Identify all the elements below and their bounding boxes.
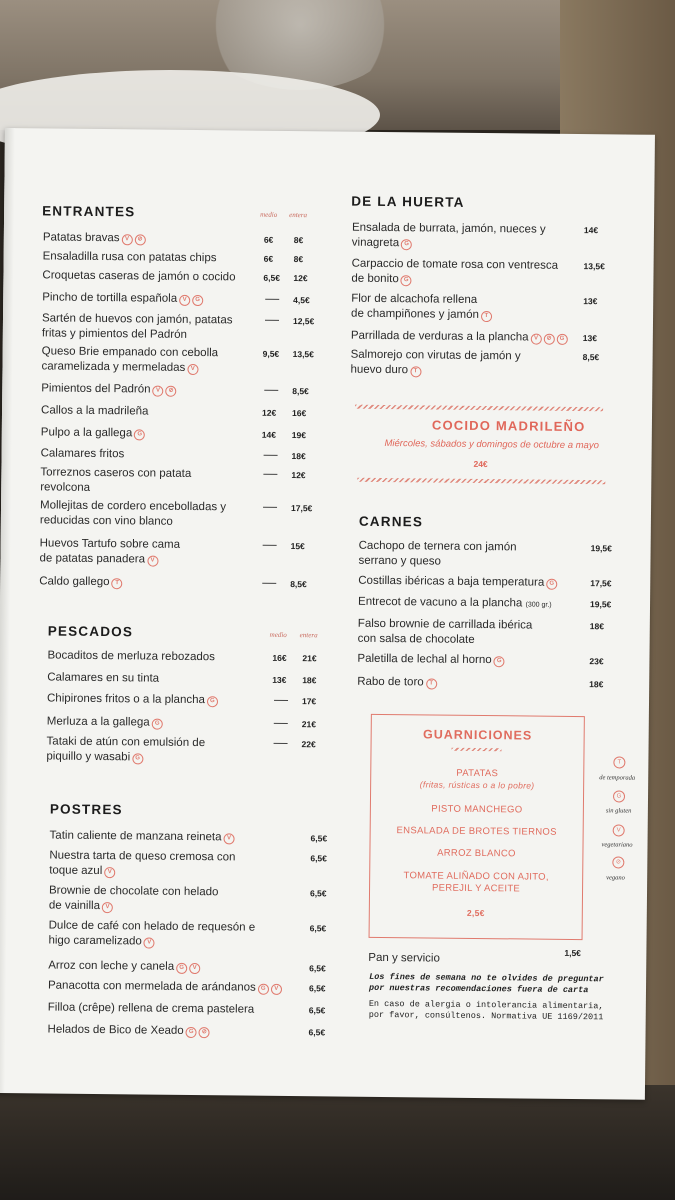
price: 6,5€ bbox=[309, 963, 326, 974]
menu-item-name: Tatin caliente de manzana reineta bbox=[49, 829, 222, 844]
price: 6,5€ bbox=[308, 1027, 326, 1038]
menu-item-name-line2: revolcona bbox=[40, 480, 91, 494]
gluten-free-icon: G bbox=[186, 1027, 197, 1038]
vegetarian-icon: V bbox=[102, 902, 113, 913]
menu-item-name: Chipirones fritos o a la plancha bbox=[46, 692, 205, 707]
menu-item bbox=[358, 595, 552, 614]
menu-item-name: Calamares en su tinta bbox=[47, 671, 160, 685]
menu-item-name: Arroz con leche y canela bbox=[48, 959, 175, 973]
menu-item bbox=[42, 268, 235, 285]
menu-item-name-line2: fritas y pimientos del Padrón bbox=[41, 326, 188, 341]
vegetarian-icon: V bbox=[153, 386, 164, 397]
menu-item bbox=[43, 230, 146, 246]
menu-item bbox=[47, 670, 159, 686]
price-medio: 14€ bbox=[261, 429, 277, 440]
guarniciones-item: ENSALADA DE BROTES TIERNOS bbox=[396, 825, 557, 838]
menu-item bbox=[47, 714, 163, 730]
no-half-portion-dash bbox=[274, 700, 288, 701]
price: 6,5€ bbox=[309, 888, 327, 899]
menu-item bbox=[43, 249, 217, 265]
legend-label: vegetariano bbox=[601, 841, 633, 849]
menu-item bbox=[40, 465, 191, 496]
cocido-subtitle: Miércoles, sábados y domingos de octubre a mayo bbox=[384, 437, 599, 452]
gluten-free-icon: G bbox=[134, 429, 145, 440]
menu-item-name: Falso brownie de carrillada ibérica bbox=[357, 617, 533, 632]
vegan-icon: ⊘ bbox=[612, 856, 624, 868]
footer-note-1: Los fines de semana no te olvides de preguntar bbox=[369, 971, 604, 985]
vegan-icon: ⊘ bbox=[134, 234, 145, 245]
menu-item bbox=[48, 978, 282, 995]
menu-item-note: (300 gr.) bbox=[525, 601, 552, 609]
col-header-medio-pescados: medio bbox=[269, 630, 287, 639]
no-half-portion-dash bbox=[265, 320, 279, 321]
menu-item-name: Torreznos caseros con patata bbox=[40, 466, 192, 480]
cocido-price: 24€ bbox=[473, 458, 488, 470]
carnes-title: CARNES bbox=[358, 513, 424, 530]
vegetarian-icon: V bbox=[147, 555, 158, 566]
no-half-portion-dash bbox=[265, 299, 279, 300]
menu-item-name: Bocaditos de merluza rebozados bbox=[47, 649, 216, 664]
vegetarian-icon: V bbox=[144, 937, 155, 948]
vegan-icon: ⊘ bbox=[543, 334, 554, 345]
menu-item-name: Parrillada de verduras a la plancha bbox=[350, 329, 529, 344]
menu-item-name: Costillas ibéricas a baja temperatura bbox=[358, 574, 545, 589]
menu-item-name: Calamares fritos bbox=[40, 447, 125, 461]
menu-item-name-line2: vinagreta bbox=[351, 236, 400, 249]
vegetarian-icon: V bbox=[613, 824, 625, 836]
menu-item-name: Pulpo a la gallega bbox=[40, 426, 133, 440]
gluten-free-icon: G bbox=[207, 696, 218, 707]
menu-item bbox=[48, 919, 255, 950]
zigzag-divider-2 bbox=[357, 478, 605, 485]
allergy-note-2: por favor, consúltenos. Normativa UE 1169/2011 bbox=[368, 1009, 604, 1023]
menu-item-name: Ensalada de burrata, jamón, nueces y bbox=[351, 221, 546, 236]
menu-item-name-line2: reducidas con vino blanco bbox=[39, 513, 173, 528]
table-foreground bbox=[0, 1085, 675, 1200]
menu-item bbox=[49, 849, 235, 880]
legend-label: vegano bbox=[606, 874, 625, 882]
menu-item bbox=[40, 498, 226, 529]
gluten-free-icon: G bbox=[401, 239, 412, 250]
menu-item-name: Croquetas caseras de jamón o cocido bbox=[42, 269, 236, 284]
vegetarian-icon: V bbox=[104, 867, 115, 878]
menu-item-name: Caldo gallego bbox=[39, 575, 110, 589]
guarniciones-item: TOMATE ALIÑADO CON AJITO, bbox=[403, 870, 549, 883]
vegetarian-icon: V bbox=[223, 833, 234, 844]
menu-item-name-line2: con salsa de chocolate bbox=[357, 632, 475, 646]
vegetarian-icon: V bbox=[530, 334, 541, 345]
gluten-free-icon: G bbox=[192, 295, 203, 306]
legend-label: de temporada bbox=[599, 774, 636, 782]
price-entera: 13,5€ bbox=[292, 349, 314, 360]
menu-item-name: Entrecot de vacuno a la plancha bbox=[357, 595, 523, 610]
menu-item-name-line2: huevo duro bbox=[350, 363, 409, 376]
price: 18€ bbox=[589, 679, 604, 690]
price-entera: 17€ bbox=[301, 696, 317, 707]
menu-item bbox=[49, 884, 219, 915]
menu-item bbox=[357, 652, 504, 668]
price: 19,5€ bbox=[589, 599, 612, 610]
menu-item-name-line2: de champiñones y jamón bbox=[351, 307, 479, 321]
legend-label: sin gluten bbox=[605, 807, 632, 815]
col-header-medio: medio bbox=[260, 210, 278, 219]
guarniciones-zigzag bbox=[452, 748, 502, 752]
menu-item-name-line2: de patatas panadera bbox=[39, 551, 146, 565]
menu-item-name: Dulce de café con helado de requesón e bbox=[48, 919, 256, 934]
menu-item-name: Helados de Bico de Xeado bbox=[47, 1023, 184, 1037]
vegetarian-icon: V bbox=[189, 963, 200, 974]
menu-item bbox=[351, 257, 558, 288]
no-half-portion-dash bbox=[264, 390, 278, 391]
col-header-entera: entera bbox=[289, 210, 308, 220]
menu-item-name-line2: serrano y queso bbox=[358, 554, 442, 568]
menu-item-name: Sartén de huevos con jamón, patatas bbox=[41, 312, 233, 327]
menu-item-name: Carpaccio de tomate rosa con ventresca bbox=[351, 257, 559, 272]
gluten-free-icon: G bbox=[132, 753, 143, 764]
price-entera: 12€ bbox=[291, 470, 306, 481]
price-entera: 12,5€ bbox=[292, 316, 315, 327]
menu-item-name: Merluza a la gallega bbox=[46, 715, 150, 729]
menu-item-name: Patatas bravas bbox=[42, 231, 120, 245]
pan-servicio-price: 1,5€ bbox=[564, 947, 581, 959]
gluten-free-icon: G bbox=[556, 334, 567, 345]
menu-item bbox=[358, 574, 557, 591]
gluten-free-icon: G bbox=[613, 790, 625, 802]
price: 13,5€ bbox=[583, 261, 605, 272]
menu-item-name: Brownie de chocolate con helado bbox=[48, 884, 219, 899]
seasonal-icon: T bbox=[426, 678, 437, 689]
huerta-title: DE LA HUERTA bbox=[351, 193, 465, 210]
price-medio: 12€ bbox=[261, 407, 277, 418]
vegan-icon: ⊘ bbox=[166, 386, 177, 397]
price: 8,5€ bbox=[582, 352, 600, 363]
menu-item bbox=[50, 829, 235, 845]
menu-item bbox=[352, 221, 546, 252]
col-header-entera-pescados: entera bbox=[299, 631, 318, 640]
price-entera: 8,5€ bbox=[290, 579, 307, 590]
pescados-title: PESCADOS bbox=[47, 623, 134, 640]
price-medio: 6€ bbox=[263, 234, 274, 245]
no-half-portion-dash bbox=[263, 507, 277, 508]
price-entera: 19€ bbox=[291, 430, 307, 441]
no-half-portion-dash bbox=[263, 545, 277, 546]
menu-item bbox=[357, 675, 437, 690]
menu-item-name: Salmorejo con virutas de jamón y bbox=[350, 348, 521, 363]
gluten-free-icon: G bbox=[401, 275, 412, 286]
menu-item-name: Pincho de tortilla española bbox=[42, 291, 178, 305]
menu-item bbox=[48, 958, 200, 974]
gluten-free-icon: G bbox=[152, 719, 163, 730]
menu-item bbox=[39, 574, 122, 589]
page-edge bbox=[0, 128, 15, 1093]
footer-note-2: por nuestras recomendaciones fuera de carta bbox=[368, 982, 589, 996]
menu-item-name: Ensaladilla rusa con patatas chips bbox=[42, 250, 217, 265]
price: 18€ bbox=[589, 621, 605, 632]
price-entera: 15€ bbox=[290, 541, 305, 552]
guarniciones-item: PATATAS bbox=[456, 767, 499, 780]
menu-item-name: Huevos Tartufo sobre cama bbox=[39, 537, 181, 551]
menu-item-name: Rabo de toro bbox=[357, 675, 424, 689]
no-half-portion-dash bbox=[262, 583, 276, 584]
vegetarian-icon: V bbox=[187, 363, 198, 374]
price: 6,5€ bbox=[309, 923, 327, 934]
menu-item-name: Tataki de atún con emulsión de bbox=[46, 735, 206, 750]
gluten-free-icon: G bbox=[494, 656, 505, 667]
vegetarian-icon: V bbox=[179, 295, 190, 306]
menu-item-name: Filloa (crêpe) rellena de crema pastelera bbox=[47, 1001, 255, 1016]
menu-item bbox=[41, 446, 125, 461]
price-medio: 9,5€ bbox=[262, 348, 280, 359]
no-half-portion-dash bbox=[263, 474, 277, 475]
seasonal-icon: T bbox=[481, 310, 492, 321]
menu-item-name: Flor de alcachofa rellena bbox=[351, 292, 478, 306]
seasonal-icon: T bbox=[613, 756, 625, 768]
guarniciones-title: GUARNICIONES bbox=[422, 727, 533, 743]
menu-item bbox=[42, 290, 203, 306]
entrantes-title: ENTRANTES bbox=[42, 203, 136, 220]
allergy-note-1: En caso de alergia o intolerancia alimentaria, bbox=[368, 998, 604, 1012]
guarniciones-box bbox=[369, 714, 585, 940]
price: 6,5€ bbox=[310, 853, 327, 864]
pan-servicio-label: Pan y servicio bbox=[368, 951, 440, 965]
menu-item-name-line2: de bonito bbox=[351, 272, 399, 285]
price: 23€ bbox=[589, 656, 604, 667]
vegan-icon: ⊘ bbox=[199, 1027, 210, 1038]
guarniciones-item: PISTO MANCHEGO bbox=[431, 803, 523, 816]
menu-item-name: Panacotta con mermelada de arándanos bbox=[47, 979, 256, 994]
menu-item bbox=[358, 539, 516, 570]
seasonal-icon: T bbox=[112, 578, 123, 589]
seasonal-icon: T bbox=[410, 366, 421, 377]
price-entera: 17,5€ bbox=[290, 503, 313, 514]
guarniciones-item: (fritas, rústicas o a lo pobre) bbox=[419, 779, 535, 791]
menu-item bbox=[47, 648, 215, 664]
price-entera: 22€ bbox=[301, 739, 316, 750]
gluten-free-icon: G bbox=[258, 984, 269, 995]
vegetarian-icon: V bbox=[121, 234, 132, 245]
menu-item bbox=[358, 617, 533, 648]
price-entera: 8€ bbox=[293, 235, 304, 246]
menu-item-name-line2: higo caramelizado bbox=[48, 934, 142, 947]
price: 6,5€ bbox=[310, 833, 328, 844]
menu-item bbox=[41, 425, 146, 441]
price: 13€ bbox=[582, 333, 598, 344]
menu-item-name: Pimientos del Padrón bbox=[41, 382, 151, 396]
no-half-portion-dash bbox=[264, 455, 278, 456]
no-half-portion-dash bbox=[274, 723, 288, 724]
postres-title: POSTRES bbox=[49, 801, 123, 818]
menu-item bbox=[46, 734, 205, 765]
gluten-free-icon: G bbox=[176, 963, 187, 974]
menu-item bbox=[47, 691, 218, 707]
menu-item-name: Mollejitas de cordero encebolladas y bbox=[39, 499, 227, 514]
menu-item-name: Queso Brie empanado con cebolla bbox=[41, 345, 219, 360]
menu-item-name: Callos a la madrileña bbox=[40, 404, 149, 418]
menu-item bbox=[350, 348, 520, 379]
guarniciones-item: ARROZ BLANCO bbox=[437, 847, 516, 860]
menu-item-name-line2: toque azul bbox=[49, 864, 103, 877]
gluten-free-icon: G bbox=[546, 579, 557, 590]
price: 19,5€ bbox=[590, 543, 612, 554]
price: 14€ bbox=[583, 225, 599, 236]
price-medio: 6€ bbox=[263, 253, 274, 264]
price-entera: 18€ bbox=[291, 451, 306, 462]
menu-item bbox=[39, 536, 180, 566]
price-entera: 21€ bbox=[302, 653, 317, 664]
menu-item bbox=[41, 381, 176, 397]
price-entera: 4,5€ bbox=[293, 295, 310, 306]
menu-item bbox=[351, 329, 568, 346]
price: 13€ bbox=[583, 296, 598, 307]
guarniciones-price: 2,5€ bbox=[466, 907, 485, 919]
menu-item bbox=[47, 1022, 209, 1038]
cocido-title: COCIDO MADRILEÑO bbox=[431, 417, 586, 435]
menu-item-name: Nuestra tarta de queso cremosa con bbox=[49, 849, 236, 864]
price: 6,5€ bbox=[308, 983, 326, 994]
price-entera: 18€ bbox=[302, 675, 317, 686]
menu-item-name-line2: caramelizada y mermeladas bbox=[41, 359, 186, 374]
price-entera: 16€ bbox=[291, 408, 307, 419]
menu-item bbox=[351, 292, 492, 322]
price-medio: 16€ bbox=[272, 652, 287, 663]
guarniciones-item: PEREJIL Y ACEITE bbox=[431, 882, 521, 895]
menu-item-name-line2: de vainilla bbox=[48, 899, 101, 912]
price-entera: 8€ bbox=[293, 254, 304, 265]
price: 17,5€ bbox=[590, 578, 612, 589]
price-entera: 21€ bbox=[301, 719, 317, 730]
menu-item bbox=[41, 344, 218, 375]
vegetarian-icon: V bbox=[271, 984, 282, 995]
price-medio: 6,5€ bbox=[263, 272, 281, 283]
menu-item bbox=[42, 311, 233, 342]
menu-item-name: Cachopo de ternera con jamón bbox=[358, 539, 517, 554]
price-entera: 12€ bbox=[293, 273, 308, 284]
zigzag-divider bbox=[355, 405, 603, 412]
menu-page bbox=[0, 128, 655, 1100]
menu-item-name-line2: piquillo y wasabi bbox=[46, 749, 131, 763]
menu-item bbox=[48, 1000, 255, 1017]
menu-item bbox=[41, 403, 149, 419]
price-entera: 8,5€ bbox=[292, 386, 309, 397]
price-medio: 13€ bbox=[272, 674, 287, 685]
menu-item-name: Paletilla de lechal al horno bbox=[357, 652, 492, 667]
no-half-portion-dash bbox=[274, 743, 288, 744]
price: 6,5€ bbox=[308, 1005, 326, 1016]
